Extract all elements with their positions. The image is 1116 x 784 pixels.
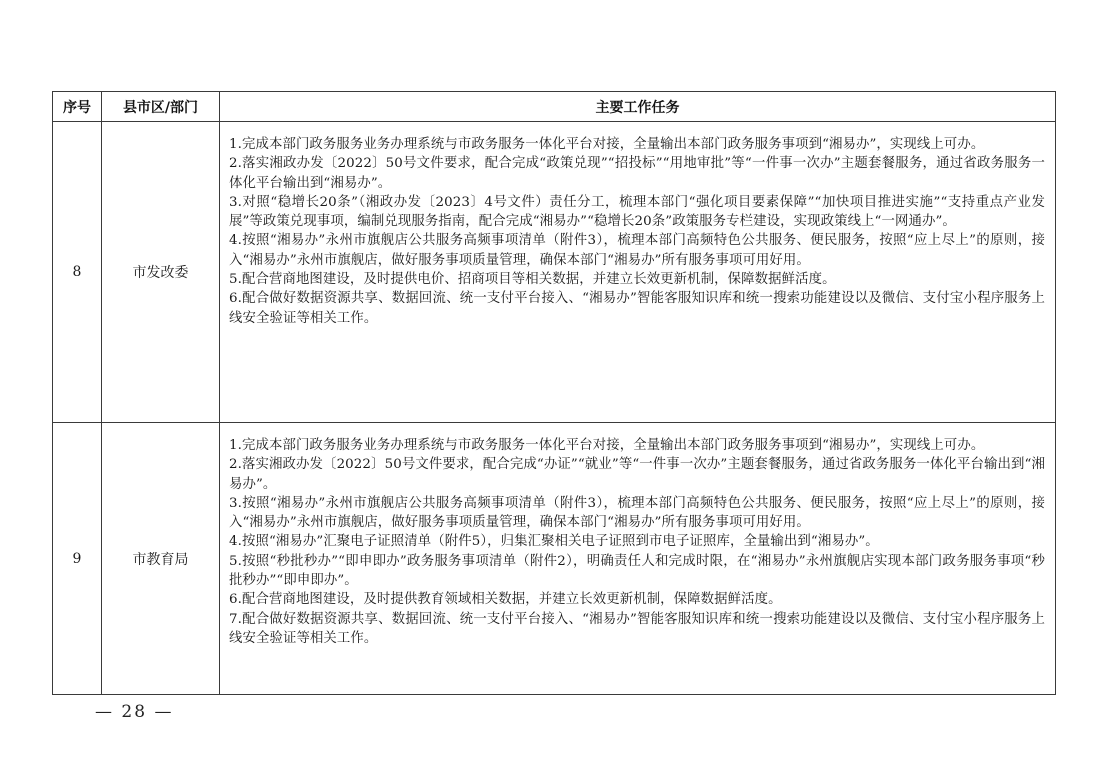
table-row <box>53 122 1056 423</box>
header-dept: 县市区/部门 <box>102 92 220 122</box>
task-table <box>52 91 1056 695</box>
task-item: 2.落实湘政办发〔2022〕50号文件要求，配合完成“政策兑现”“招投标”“用地审批”等“一件事一次办”主题套餐服务，通过省政务服务一体化平台输出到“湘易办”。 <box>229 156 1045 191</box>
table-row <box>53 423 1056 695</box>
task-item: 5.按照“秒批秒办”“即申即办”政务服务事项清单（附件2），明确责任人和完成时限，在“湘易办”永州旗舰店实现本部门政务服务事项“秒批秒办”“即申即办”。 <box>229 553 1045 589</box>
task-item: 7.配合做好数据资源共享、数据回流、统一支付平台接入、“湘易办”智能客服知识库和统一搜索功能建设以及微信、支付宝小程序服务上线安全验证等相关工作。 <box>229 611 1045 646</box>
task-item: 6.配合营商地图建设，及时提供教育领域相关数据，并建立长效更新机制，保障数据鲜活度。 <box>229 592 782 608</box>
page-number: — 28 — <box>95 702 174 722</box>
task-item: 5.配合营商地图建设，及时提供电价、招商项目等相关数据，并建立长效更新机制，保障数据鲜活度。 <box>229 272 836 288</box>
task-item: 6.配合做好数据资源共享、数据回流、统一支付平台接入、“湘易办”智能客服知识库和统一搜索功能建设以及微信、支付宝小程序服务上线安全验证等相关工作。 <box>229 291 1045 326</box>
row-tasks <box>220 122 1056 423</box>
task-item: 4.按照“湘易办”汇聚电子证照清单（附件5），归集汇聚相关电子证照到市电子证照库，全量输出到“湘易办”。 <box>229 534 879 550</box>
header-tasks: 主要工作任务 <box>220 92 1056 122</box>
task-item: 1.完成本部门政务服务业务办理系统与市政务服务一体化平台对接，全量输出本部门政务服务事项到“湘易办”，实现线上可办。 <box>229 438 985 453</box>
task-item: 3.按照“湘易办”永州市旗舰店公共服务高频事项清单（附件3），梳理本部门高频特色公共服务、便民服务，按照“应上尽上”的原则，接入“湘易办”永州市旗舰店，做好服务事项质量管理，确保本部门“湘易办”所有服务事项可用好用。 <box>229 495 1045 531</box>
row-seq: 9 <box>53 423 102 695</box>
task-item: 3.对照“稳增长20条”（湘政办发〔2023〕4号文件）责任分工，梳理本部门“强化项目要素保障”“加快项目推进实施”“支持重点产业发展”等政策兑现事项，编制兑现服务指南，配合完成“湘易办”“稳增长20条”政策服务专栏建设，实现政策线上“一网通办”。 <box>229 194 1045 230</box>
row-dept: 市发改委 <box>102 122 220 423</box>
row-dept: 市教育局 <box>102 423 220 695</box>
table-header-row <box>53 92 1056 122</box>
row-tasks <box>220 423 1056 695</box>
header-seq: 序号 <box>53 92 102 122</box>
task-item: 4.按照“湘易办”永州市旗舰店公共服务高频事项清单（附件3），梳理本部门高频特色公共服务、便民服务，按照“应上尽上”的原则，接入“湘易办”永州市旗舰店，做好服务事项质量管理，确保本部门“湘易办”所有服务事项可用好用。 <box>229 233 1045 268</box>
task-item: 1.完成本部门政务服务业务办理系统与市政务服务一体化平台对接，全量输出本部门政务服务事项到“湘易办”，实现线上可办。 <box>229 137 985 152</box>
row-seq: 8 <box>53 122 102 423</box>
task-item: 2.落实湘政办发〔2022〕50号文件要求，配合完成“办证”“就业”等“一件事一次办”主题套餐服务，通过省政务服务一体化平台输出到“湘易办”。 <box>229 457 1045 492</box>
